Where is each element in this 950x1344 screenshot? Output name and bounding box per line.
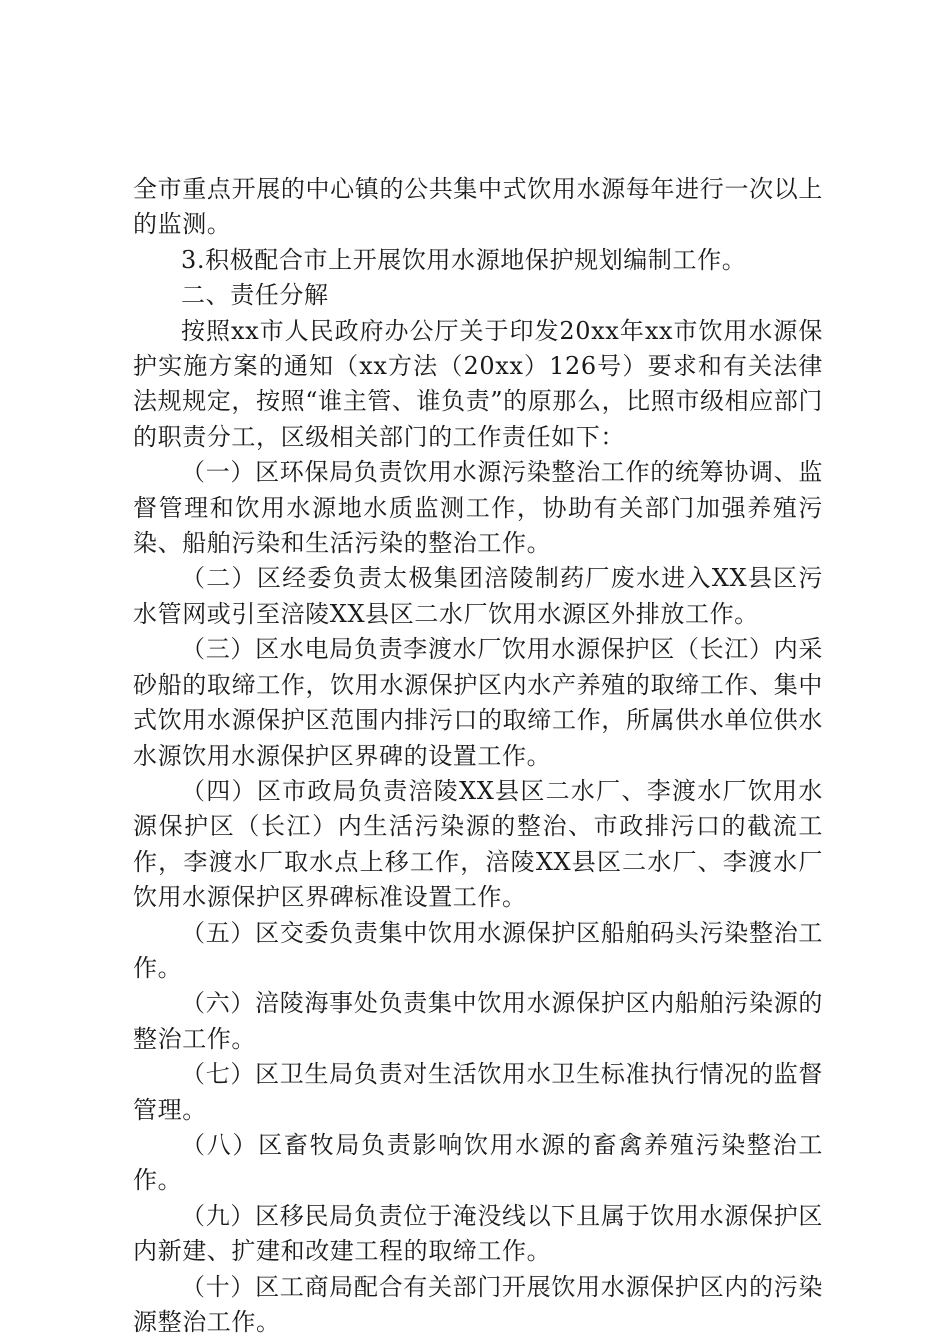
paragraph-item-7: （七）区卫生局负责对生活饮用水卫生标准执行情况的监督管理。 [133, 1060, 823, 1124]
paragraph-item-8: （八）区畜牧局负责影响饮用水源的畜禽养殖污染整治工作。 [133, 1130, 823, 1195]
paragraph-responsibility-intro: 按照xx市人民政府办公厅关于印发20xx年xx市饮用水源保护实施方案的通知（xx方法（20xx）126号）要求和有关法律法规规定，按照“谁主管、谁负责”的原那么，比照市级相应部门的职责分工，区级相关部门的工作责任如下： [133, 316, 823, 451]
paragraph-item-10: （十）区工商局配合有关部门开展饮用水源保护区内的污染源整治工作。 [133, 1272, 823, 1336]
section-heading-responsibility: 二、责任分解 [181, 281, 329, 310]
paragraph-item-2: （二）区经委负责太极集团涪陵制药厂废水进入XX县区污水管网或引至涪陵XX县区二水厂饮用水源区外排放工作。 [133, 564, 823, 628]
paragraph-item-5: （五）区交委负责集中饮用水源保护区船舶码头污染整治工作。 [133, 918, 823, 982]
paragraph-item-9: （九）区移民局负责位于淹没线以下且属于饮用水源保护区内新建、扩建和改建工程的取缔工作。 [133, 1201, 823, 1266]
document-body [133, 172, 823, 1340]
paragraph-planning-item-3: 3.积极配合市上开展饮用水源地保护规划编制工作。 [181, 245, 747, 274]
paragraph-monitoring-continued: 全市重点开展的中心镇的公共集中式饮用水源每年进行一次以上的监测。 [133, 175, 823, 239]
paragraph-item-1: （一）区环保局负责饮用水源污染整治工作的统筹协调、监督管理和饮用水源地水质监测工作，协助有关部门加强养殖污染、船舶污染和生活污染的整治工作。 [133, 458, 823, 558]
paragraph-item-6: （六）涪陵海事处负责集中饮用水源保护区内船舶污染源的整治工作。 [133, 989, 823, 1053]
paragraph-item-3: （三）区水电局负责李渡水厂饮用水源保护区（长江）内采砂船的取缔工作，饮用水源保护区内水产养殖的取缔工作、集中式饮用水源保护区范围内排污口的取缔工作，所属供水单位供水水源饮用水源保护区界碑的设置工作。 [133, 635, 823, 770]
paragraph-item-4: （四）区市政局负责涪陵XX县区二水厂、李渡水厂饮用水源保护区（长江）内生活污染源的整治、市政排污口的截流工作，李渡水厂取水点上移工作，涪陵XX县区二水厂、李渡水厂饮用水源保护区界碑标准设置工作。 [133, 776, 823, 912]
